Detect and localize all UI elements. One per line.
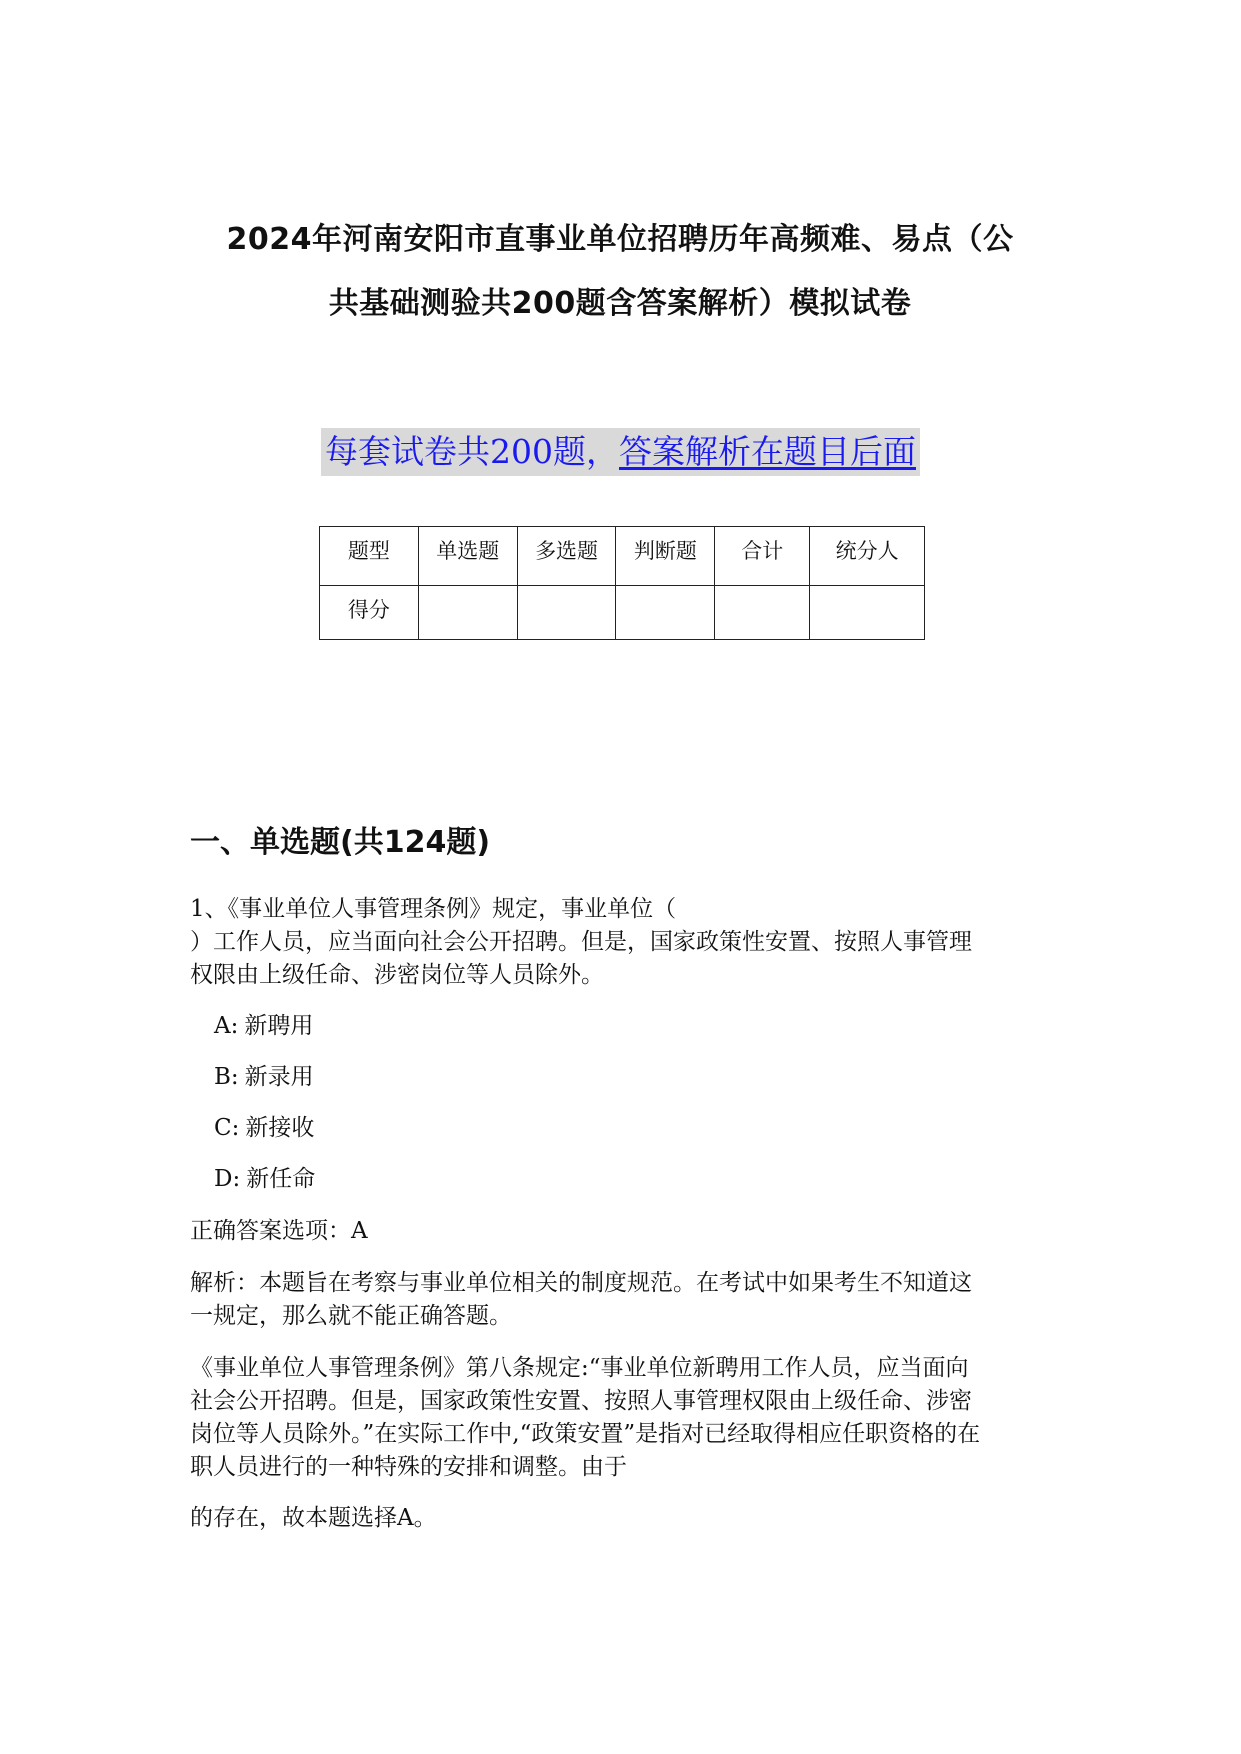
score-cell-true-false[interactable] [616, 586, 715, 640]
option-c[interactable] [214, 1112, 314, 1145]
section-heading: 一、单选题(共124题) [190, 825, 491, 860]
option-letter: A: [214, 1013, 239, 1039]
analysis-paragraph [190, 1267, 1070, 1333]
banner-text: 每套试卷共200题， [325, 432, 619, 471]
header-cell-single-choice: 单选题 [418, 527, 517, 586]
document-title [180, 208, 1060, 336]
option-b[interactable] [214, 1061, 314, 1094]
score-cell-total[interactable] [715, 586, 810, 640]
score-table-header-row [320, 527, 925, 586]
analysis-detail-paragraph [190, 1352, 1070, 1484]
answer-location-link[interactable]: 答案解析在题目后面 [619, 432, 916, 471]
score-cell-multiple-choice[interactable] [517, 586, 616, 640]
title-line-1: 2024年河南安阳市直事业单位招聘历年高频难、易点（公 [226, 222, 1014, 257]
header-cell-multiple-choice: 多选题 [517, 527, 616, 586]
header-cell-type: 题型 [320, 527, 419, 586]
score-cell-single-choice[interactable] [418, 586, 517, 640]
score-table [319, 526, 925, 640]
header-cell-total: 合计 [715, 527, 810, 586]
option-text: 新聘用 [244, 1013, 314, 1039]
question-stem [190, 893, 1070, 992]
option-text: 新录用 [244, 1064, 314, 1090]
banner-container [0, 428, 1241, 476]
title-line-2: 共基础测验共200题含答案解析）模拟试卷 [328, 286, 912, 321]
header-cell-scorer: 统分人 [810, 527, 925, 586]
question-count-banner [321, 428, 920, 476]
option-d[interactable] [214, 1163, 315, 1196]
header-cell-true-false: 判断题 [616, 527, 715, 586]
analysis-line: 一规定，那么就不能正确答题。 [190, 1303, 512, 1329]
analysis-conclusion: 的存在，故本题选择A。 [190, 1505, 437, 1531]
question-stem-line: 1、《事业单位人事管理条例》规定，事业单位（ [190, 896, 677, 922]
analysis-detail-line: 岗位等人员除外。”在实际工作中,“政策安置”是指对已经取得相应任职资格的在 [190, 1421, 981, 1447]
analysis-detail-line: 职人员进行的一种特殊的安排和调整。由于 [190, 1454, 627, 1480]
analysis-detail-line: 《事业单位人事管理条例》第八条规定:“事业单位新聘用工作人员，应当面向 [190, 1355, 969, 1381]
option-a[interactable] [214, 1010, 313, 1043]
correct-answer: 正确答案选项：A [190, 1218, 368, 1244]
score-table-score-row [320, 586, 925, 640]
question-stem-line: 权限由上级任命、涉密岗位等人员除外。 [190, 962, 604, 988]
option-letter: C: [214, 1115, 240, 1141]
option-letter: D: [214, 1166, 241, 1192]
analysis-detail-line: 社会公开招聘。但是，国家政策性安置、按照人事管理权限由上级任命、涉密 [190, 1388, 972, 1414]
option-text: 新接收 [245, 1115, 315, 1141]
option-text: 新任命 [246, 1166, 316, 1192]
row-label-score: 得分 [320, 586, 419, 640]
analysis-line: 解析：本题旨在考察与事业单位相关的制度规范。在考试中如果考生不知道这 [190, 1270, 972, 1296]
question-stem-line: ）工作人员，应当面向社会公开招聘。但是，国家政策性安置、按照人事管理 [190, 929, 972, 955]
option-letter: B: [214, 1064, 239, 1090]
score-cell-scorer[interactable] [810, 586, 925, 640]
